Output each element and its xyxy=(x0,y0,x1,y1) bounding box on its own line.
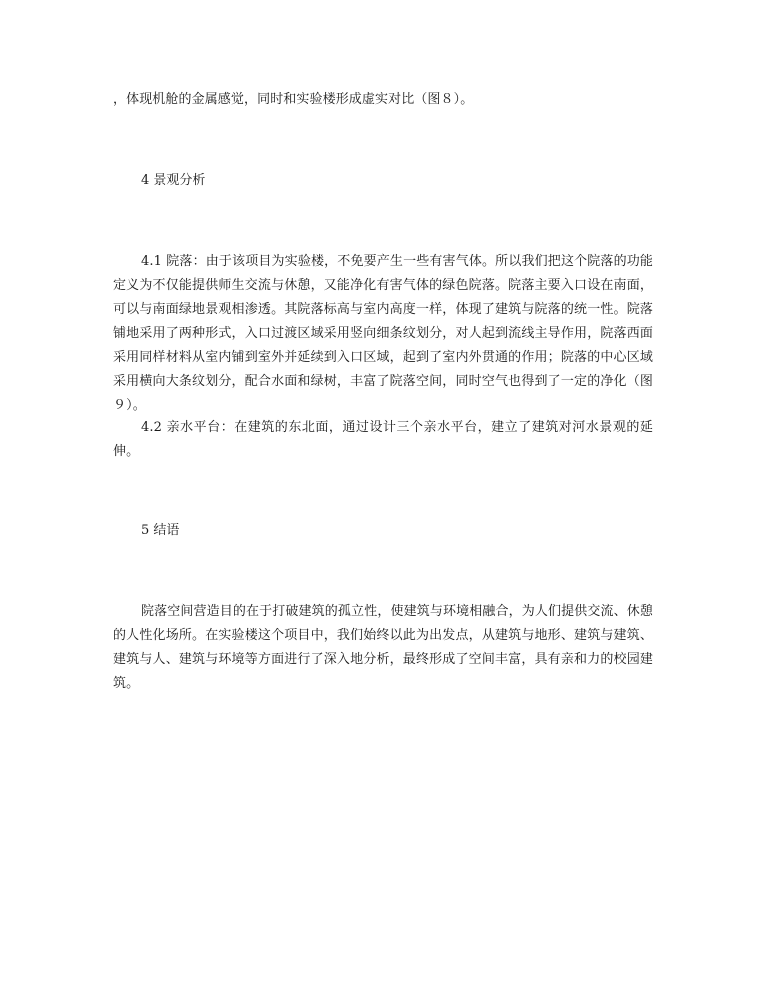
paragraph-5: 院落空间营造目的在于打破建筑的孤立性，使建筑与环境相融合，为人们提供交流、休憩的人性化场所。在实验楼这个项目中，我们始终以此为出发点，从建筑与地形、建筑与建筑、建筑与人、建筑与环境等方面进行了深入地分析，最终形成了空间丰富，具有亲和力的校园建筑。 xyxy=(113,604,653,691)
section-4-heading: 4 景观分析 xyxy=(141,173,206,188)
paragraph-4-1: 4.1 院落：由于该项目为实验楼，不免要产生一些有害气体。所以我们把这个院落的功能定义为不仅能提供师生交流与休憩，又能净化有害气体的绿色院落。院落主要入口设在南面，可以与南面绿地景观相渗透。其院落标高与室内高度一样，体现了建筑与院落的统一性。院落铺地采用了两种形式，入口过渡区域采用竖向细条纹划分，对人起到流线主导作用，院落西面采用同样材料从室内铺到室外并延续到入口区域，起到了室内外贯通的作用；院落的中心区域采用横向大条纹划分，配合水面和绿树，丰富了院落空间，同时空气也得到了一定的净化（图９）。 xyxy=(113,254,653,413)
intro-line: ，体现机舱的金属感觉，同时和实验楼形成虚实对比（图８）。 xyxy=(113,92,474,107)
paragraph-4-2: 4.2 亲水平台：在建筑的东北面，通过设计三个亲水平台，建立了建筑对河水景观的延伸。 xyxy=(113,420,653,459)
section-5-heading: 5 结语 xyxy=(141,523,180,538)
